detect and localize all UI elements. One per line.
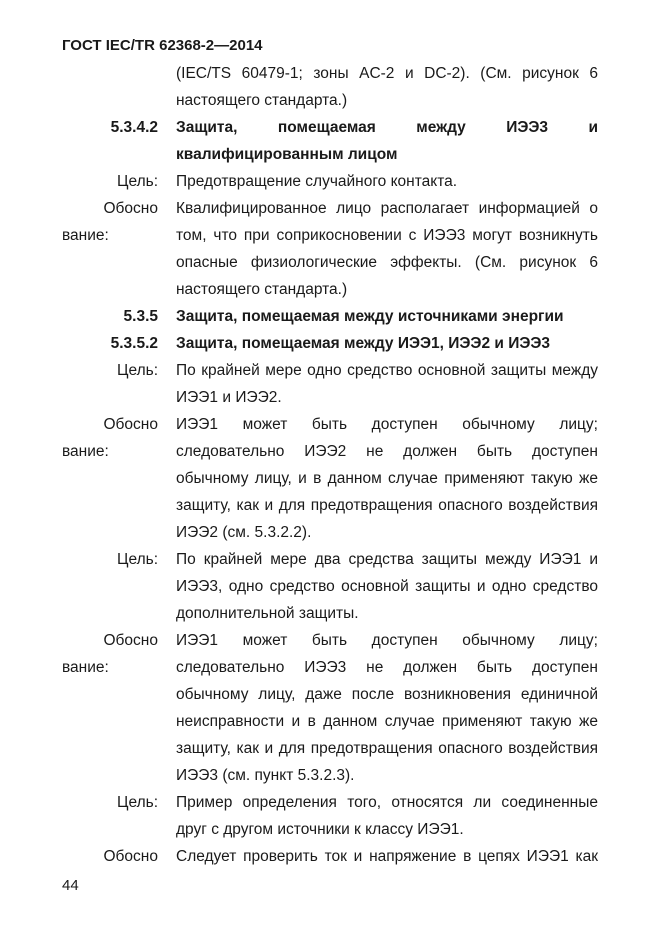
text-line (62, 816, 598, 843)
paragraph-text: Предотвращение случайного контакта. (176, 173, 458, 190)
text-line (62, 222, 598, 249)
paragraph-text: следовательно ИЭЭ3 не должен быть доступен (176, 659, 598, 676)
text-line (62, 195, 598, 222)
paragraph-text: том, что при соприкосновении с ИЭЭ3 могут возникнуть (176, 227, 598, 244)
paragraph-text: следовательно ИЭЭ2 не должен быть доступен (176, 443, 598, 460)
paragraph-text: опасные физиологические эффекты. (См. рисунок 6 (176, 254, 598, 271)
paragraph-text: защиту, как и для предотвращения опасного воздействия (176, 497, 598, 514)
paragraph-text: Следует проверить ток и напряжение в цепях ИЭЭ1 как (176, 848, 598, 865)
paragraph-text: По крайней мере одно средство основной защиты между (176, 362, 598, 379)
purpose-label: Цель: (117, 551, 158, 568)
text-line (62, 465, 598, 492)
section-title: квалифицированным лицом (176, 146, 398, 163)
rationale-label-cont: вание: (62, 227, 109, 244)
text-line (62, 60, 598, 87)
text-line (62, 519, 598, 546)
paragraph-text: ИЭЭ1 может быть доступен обычному лицу; (176, 632, 598, 649)
page-number: 44 (62, 877, 79, 894)
text-line (62, 546, 598, 573)
text-line (62, 573, 598, 600)
text-line (62, 438, 598, 465)
text-line (62, 357, 598, 384)
text-line (62, 735, 598, 762)
text-line (62, 708, 598, 735)
section-title: Защита, помещаемая между ИЭЭ3 и (176, 119, 598, 136)
text-line (62, 600, 598, 627)
paragraph-text: обычному лицу, даже после возникновения единичной (176, 686, 598, 703)
rationale-label: Обосно (103, 416, 158, 433)
paragraph-text: ИЭЭ1 и ИЭЭ2. (176, 389, 282, 406)
rationale-label: Обосно (103, 632, 158, 649)
section-number: 5.3.5.2 (110, 335, 158, 352)
text-line (62, 789, 598, 816)
text-line (62, 681, 598, 708)
paragraph-text: защиту, как и для предотвращения опасного воздействия (176, 740, 598, 757)
paragraph-text: ИЭЭ2 (см. 5.3.2.2). (176, 524, 312, 541)
paragraph-text: неисправности и в данном случае применяют такую же (176, 713, 598, 730)
text-line (62, 168, 598, 195)
paragraph-text: (IEC/TS 60479-1; зоны AC-2 и DC-2). (См. рисунок 6 (176, 65, 598, 82)
section-number: 5.3.4.2 (110, 119, 158, 136)
text-line (62, 411, 598, 438)
text-line (62, 141, 598, 168)
rationale-label: Обосно (103, 200, 158, 217)
section-heading-5-3-4-2 (62, 114, 598, 141)
paragraph-text: ИЭЭ1 может быть доступен обычному лицу; (176, 416, 598, 433)
text-line (62, 492, 598, 519)
document-header: ГОСТ IEC/TR 62368-2—2014 (62, 37, 263, 54)
paragraph-text: настоящего стандарта.) (176, 92, 348, 109)
purpose-label: Цель: (117, 362, 158, 379)
section-number: 5.3.5 (123, 308, 158, 325)
text-line (62, 843, 598, 870)
paragraph-text: Пример определения того, относятся ли соединенные (176, 794, 598, 811)
rationale-label: Обосно (103, 848, 158, 865)
text-line (62, 249, 598, 276)
text-line (62, 384, 598, 411)
rationale-label-cont: вание: (62, 443, 109, 460)
text-line (62, 87, 598, 114)
paragraph-text: ИЭЭ3 (см. пункт 5.3.2.3). (176, 767, 355, 784)
text-line (62, 762, 598, 789)
section-title: Защита, помещаемая между ИЭЭ1, ИЭЭ2 и ИЭЭ3 (176, 335, 551, 352)
text-line (62, 654, 598, 681)
text-line (62, 627, 598, 654)
purpose-label: Цель: (117, 173, 158, 190)
purpose-label: Цель: (117, 794, 158, 811)
paragraph-text: настоящего стандарта.) (176, 281, 348, 298)
section-heading-5-3-5 (62, 303, 598, 330)
paragraph-text: друг с другом источники к классу ИЭЭ1. (176, 821, 464, 838)
paragraph-text: ИЭЭ3, одно средство основной защиты и одно средство (176, 578, 598, 595)
section-title: Защита, помещаемая между источниками энергии (176, 308, 564, 325)
section-heading-5-3-5-2 (62, 330, 598, 357)
paragraph-text: обычному лицу, и в данном случае применяют такую же (176, 470, 598, 487)
text-line (62, 276, 598, 303)
paragraph-text: дополнительной защиты. (176, 605, 359, 622)
paragraph-text: По крайней мере два средства защиты между ИЭЭ1 и (176, 551, 598, 568)
paragraph-text: Квалифицированное лицо располагает информацией о (176, 200, 598, 217)
rationale-label-cont: вание: (62, 659, 109, 676)
